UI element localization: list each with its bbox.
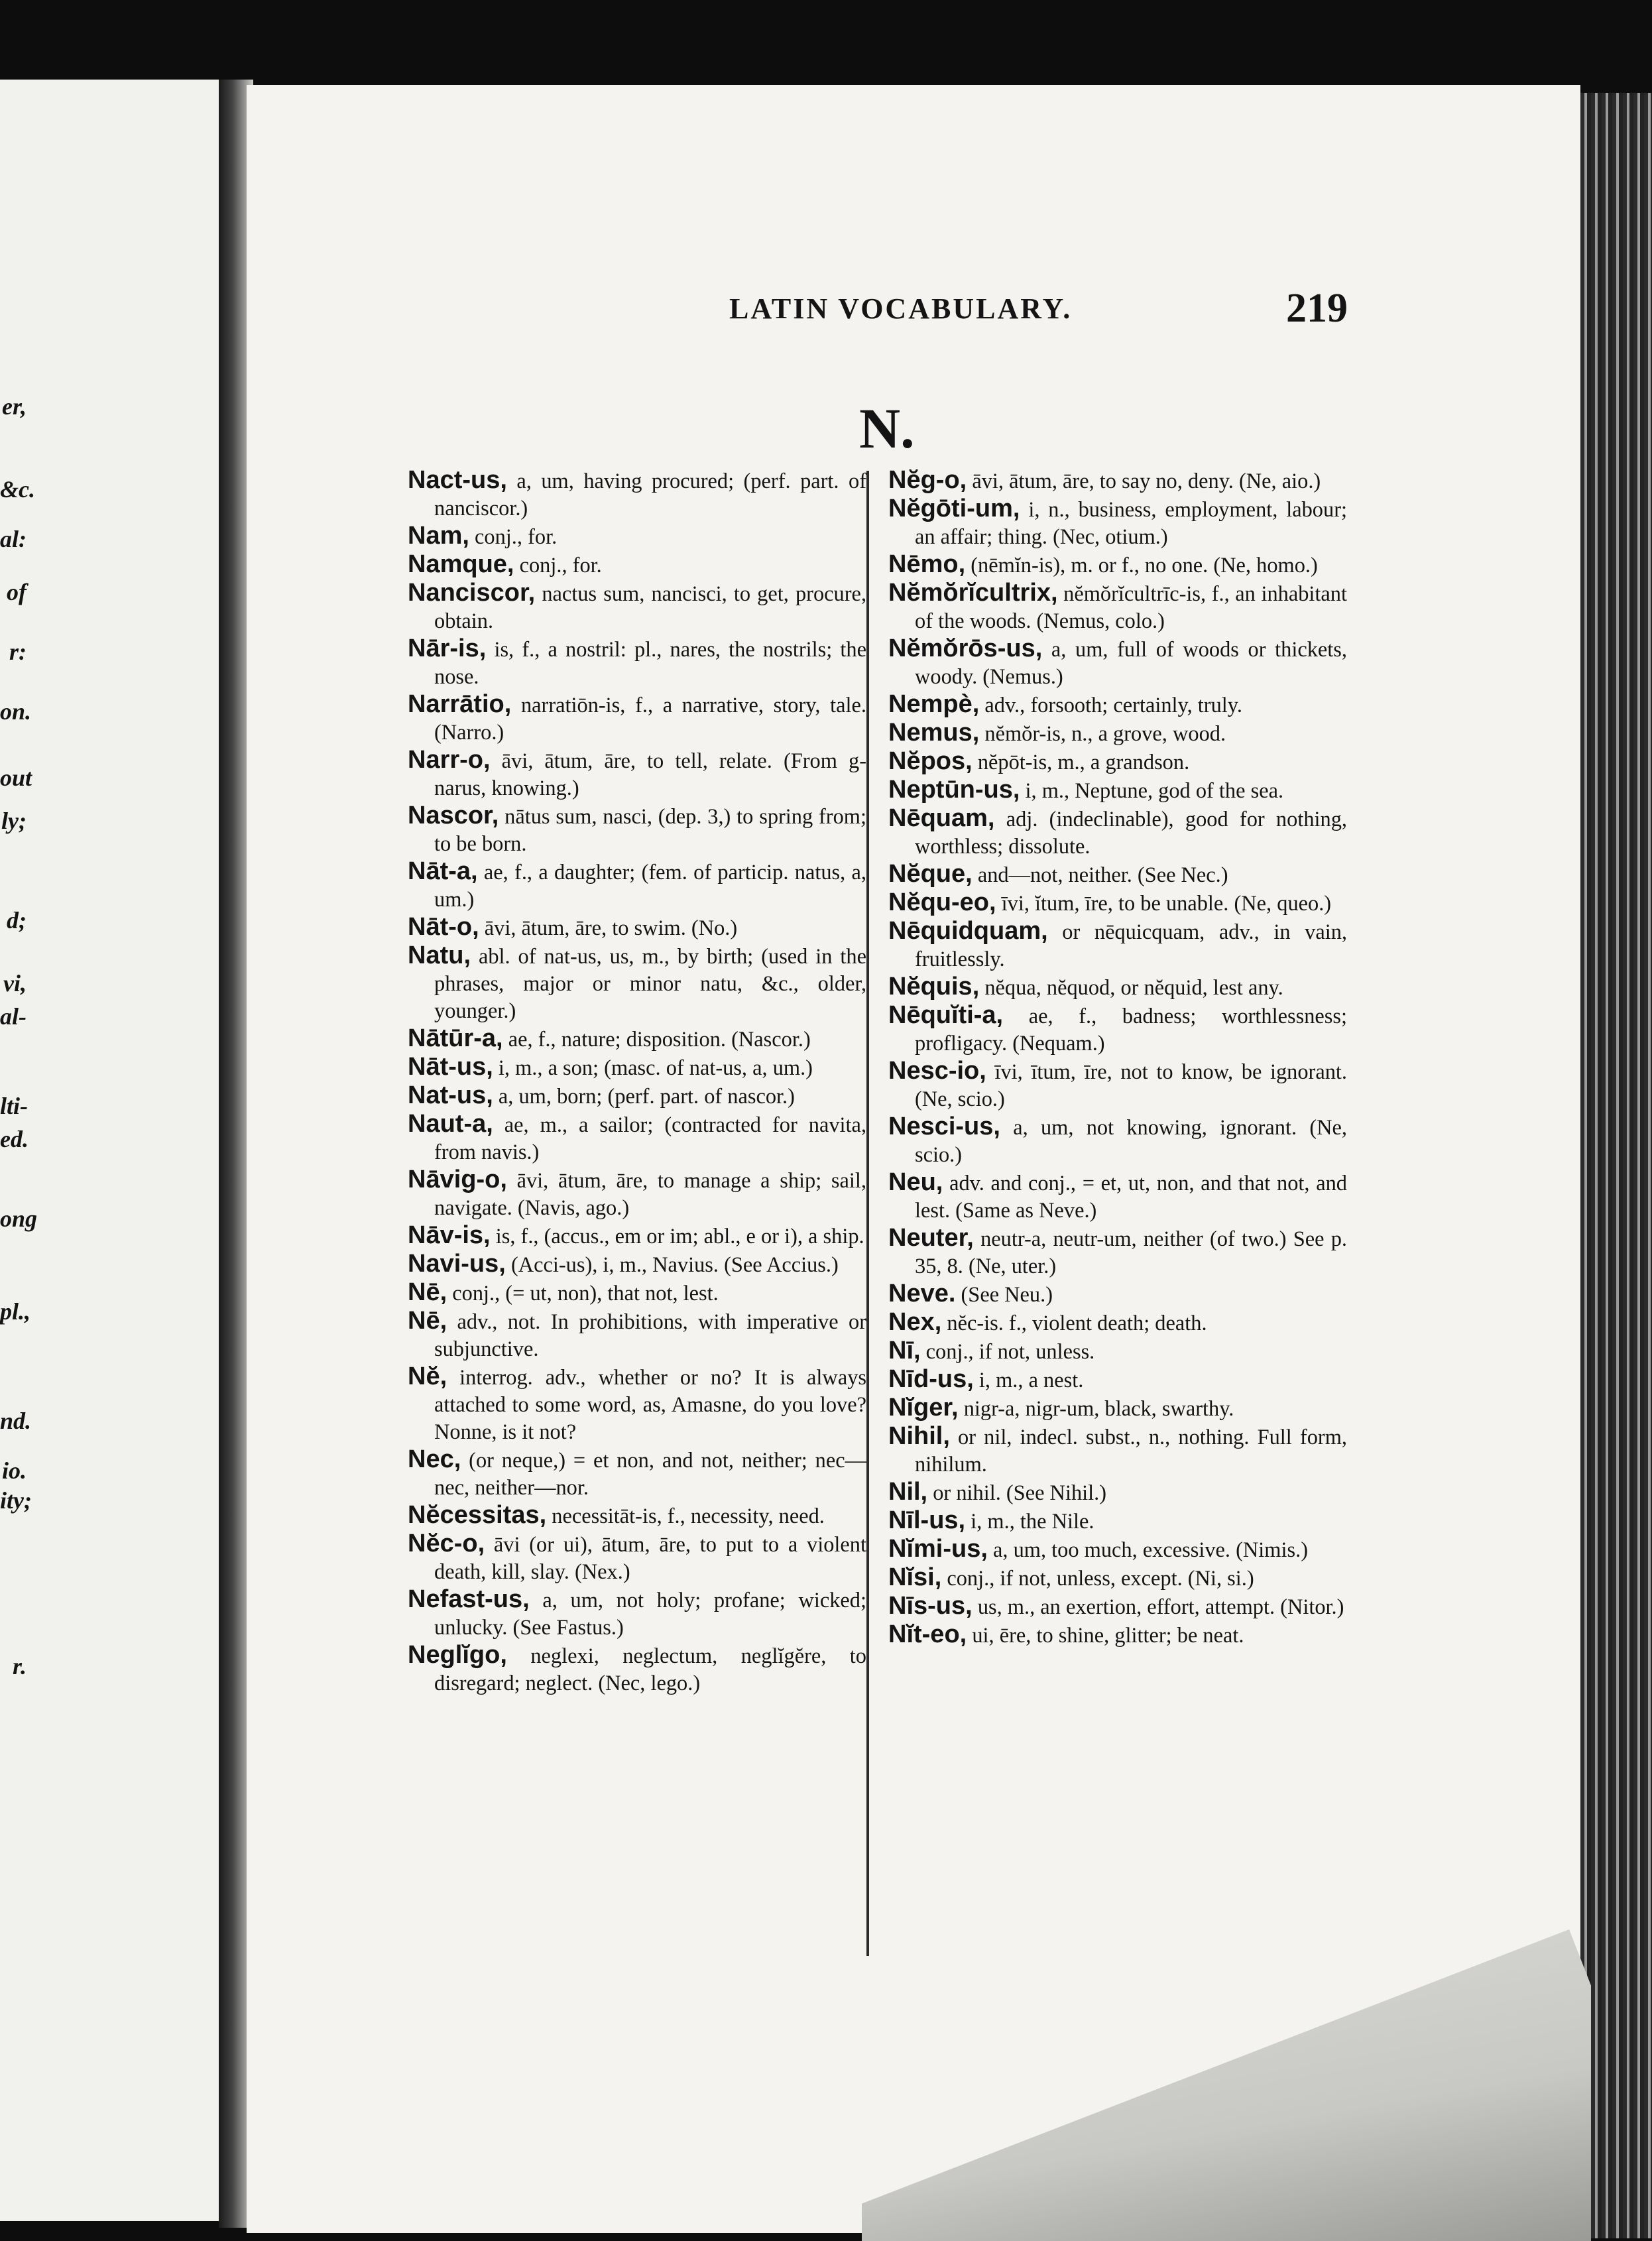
facing-page-fragment: al: [0,526,27,552]
entry-headword: Neglĭgo, [408,1641,507,1669]
entry-headword: Naut-a, [408,1110,493,1138]
entry-headword: Navi-us, [408,1250,506,1278]
entry-headword: Nātūr-a, [408,1024,503,1052]
dictionary-entry [408,551,866,579]
entry-headword: Nĕpos, [888,747,973,775]
entry-definition: a, um, having procured; (perf. part. of nanciscor.) [434,469,866,520]
entry-headword: Neptūn-us, [888,776,1020,804]
entry-definition: a, um, not holy; profane; wicked; unlucky. (See Fastus.) [434,1589,866,1640]
dictionary-entry [888,889,1347,918]
entry-definition: narratiōn-is, f., a narrative, story, tale. (Narro.) [434,694,866,745]
entry-headword: Nihil, [888,1422,950,1450]
dictionary-entry [408,691,866,747]
entry-headword: Nact-us, [408,466,507,494]
entry-headword: Nemus, [888,719,980,747]
dictionary-entry [888,1423,1347,1479]
dictionary-entry [888,691,1347,719]
dictionary-entry [408,1530,866,1586]
entry-definition: or nēquicquam, adv., in vain, fruitlessly. [915,920,1347,971]
entry-definition: conj., if not, unless. [925,1340,1095,1364]
entry-definition: i, m., Neptune, god of the sea. [1025,779,1284,803]
dictionary-entry [888,495,1347,551]
entry-definition: īvi, ītum, īre, not to know, be ignorant. (Ne, scio.) [915,1060,1347,1111]
entry-definition: or nihil. (See Nihil.) [933,1481,1107,1505]
facing-page-fragment: pl., [0,1298,31,1325]
entry-definition: āvi, ātum, āre, to swim. (No.) [484,916,738,940]
entry-headword: Nēmo, [888,550,966,578]
dictionary-entry [408,802,866,858]
dictionary-entry [408,747,866,802]
entry-definition: āvi, ātum, āre, to tell, relate. (From g-narus, knowing.) [434,749,866,800]
facing-page-fragment: r: [9,638,27,665]
dictionary-entry [888,1507,1347,1536]
entry-definition: i, n., business, employment, labour; an affair; thing. (Nec, otium.) [915,498,1347,549]
entry-headword: Nēquidquam, [888,917,1048,945]
dictionary-entry [408,1279,866,1307]
column-divider [866,471,869,1956]
entry-definition: necessitāt-is, f., necessity, need. [552,1504,825,1528]
entry-headword: Narr-o, [408,746,491,774]
entry-headword: Nefast-us, [408,1585,530,1613]
entry-definition: nātus sum, nasci, (dep. 3,) to spring from; to be born. [434,805,866,856]
entry-headword: Nēquĭti-a, [888,1001,1004,1029]
facing-page-fragment: &c. [0,476,35,503]
entry-headword: Nĭmi-us, [888,1535,988,1563]
entry-definition: interrog. adv., whether or no? It is always attached to some word, as, Amasne, do you love? Nonne, is it not? [434,1366,866,1444]
facing-page-fragment: ong [0,1205,38,1232]
entry-headword: Nāt-us, [408,1053,493,1081]
dictionary-entry [888,1593,1347,1621]
dictionary-entry [888,1564,1347,1593]
entry-definition: nĕmŏrĭcultrīc-is, f., an inhabitant of the woods. (Nemus, colo.) [915,582,1347,633]
entry-headword: Nĕc-o, [408,1530,485,1557]
dictionary-entry [408,1446,866,1502]
entry-headword: Nār-is, [408,635,487,662]
entry-definition: nĕmŏr-is, n., a grove, wood. [984,722,1226,746]
dictionary-entry [408,1025,866,1054]
dictionary-entry [408,1363,866,1446]
entry-headword: Namque, [408,550,514,578]
page-stack-edge [1580,93,1652,2238]
entry-definition: nactus sum, nancisci, to get, procure, obtain. [434,582,866,633]
dictionary-entry [408,1166,866,1222]
dictionary-entry [888,1337,1347,1366]
dictionary-entry [408,635,866,691]
entry-headword: Narrātio, [408,690,512,718]
entry-headword: Nāt-a, [408,857,478,885]
dictionary-entry [408,467,866,522]
entry-headword: Nesc-io, [888,1057,986,1085]
entry-headword: Nascor, [408,802,499,829]
left-column [408,467,866,1697]
dictionary-entry [408,1111,866,1166]
dictionary-entry [408,1586,866,1642]
entry-headword: Nĕgōti-um, [888,495,1020,522]
entry-definition: ae, f., badness; worthlessness; profligacy. (Nequam.) [915,1004,1347,1056]
entry-headword: Natu, [408,941,471,969]
dictionary-entry [408,942,866,1025]
entry-headword: Nanciscor, [408,579,536,607]
facing-page-fragment: ity; [0,1487,32,1514]
dictionary-entry [888,973,1347,1002]
entry-definition: āvi, ātum, āre, to manage a ship; sail, navigate. (Navis, ago.) [434,1169,866,1220]
entry-headword: Neve. [888,1280,956,1307]
facing-page-fragment: on. [0,698,32,725]
dictionary-entry [888,1366,1347,1394]
entry-definition: is, f., (accus., em or im; abl., e or i), a ship. [495,1225,864,1248]
facing-page-fragment: al- [0,1003,27,1030]
dictionary-entry [888,1536,1347,1564]
entry-headword: Nĕg-o, [888,466,967,494]
entry-definition: i, m., a nest. [978,1368,1084,1392]
entry-definition: adv., not. In prohibitions, with imperative or subjunctive. [434,1310,866,1361]
dictionary-entry [888,805,1347,861]
entry-definition: (or neque,) = et non, and not, neither; nec—nec, neither—nor. [434,1449,866,1500]
dictionary-entry [888,635,1347,691]
dictionary-entry [888,719,1347,748]
entry-definition: conj., (= ut, non), that not, lest. [452,1282,719,1305]
entry-headword: Nesci-us, [888,1113,1000,1140]
entry-definition: nigr-a, nigr-um, black, swarthy. [963,1397,1234,1421]
dictionary-entry [888,748,1347,776]
dictionary-entry [888,861,1347,889]
dictionary-entry [888,551,1347,579]
entry-definition: a, um, born; (perf. part. of nascor.) [498,1085,795,1109]
entry-definition: a, um, not knowing, ignorant. (Ne, scio.) [915,1116,1347,1167]
dictionary-entry [888,579,1347,635]
entry-headword: Nī, [888,1337,921,1364]
entry-definition: i, m., the Nile. [971,1510,1094,1534]
previous-page-edge [0,80,229,2221]
entry-definition: (See Neu.) [961,1283,1053,1307]
entry-headword: Neuter, [888,1224,974,1252]
facing-page-fragment: r. [12,1653,27,1679]
entry-headword: Nĕquis, [888,973,980,1000]
dictionary-entry [408,1502,866,1530]
entry-definition: (nēmĭn-is), m. or f., no one. (Ne, homo.) [971,554,1318,577]
entry-headword: Nē, [408,1307,447,1335]
entry-definition: conj., if not, unless, except. (Ni, si.) [947,1567,1254,1591]
entry-definition: āvi (or ui), ātum, āre, to put to a violent death, kill, slay. (Nex.) [434,1533,866,1584]
entry-definition: ae, f., a daughter; (fem. of particip. natus, a, um.) [434,861,866,912]
entry-definition: adj. (indeclinable), good for nothing, worthless; dissolute. [915,808,1347,859]
dictionary-entry [888,1058,1347,1113]
dictionary-entry [408,1307,866,1363]
right-column [888,467,1347,1650]
entry-definition: (Acci-us), i, m., Navius. (See Accius.) [510,1253,839,1277]
entry-headword: Nīl-us, [888,1506,966,1534]
dictionary-entry [408,1054,866,1082]
entry-headword: Nāt-o, [408,913,479,941]
entry-definition: ae, f., nature; disposition. (Nascor.) [508,1028,811,1052]
entry-definition: nĕc-is. f., violent death; death. [947,1311,1207,1335]
entry-headword: Nĕmŏrōs-us, [888,635,1043,662]
facing-page-fragment: ed. [0,1126,29,1152]
entry-definition: abl. of nat-us, us, m., by birth; (used in the phrases, major or minor natu, &c., older, younger.) [434,945,866,1023]
dictionary-entry [408,1250,866,1279]
entry-definition: or nil, indecl. subst., n., nothing. Full form, nihilum. [915,1425,1347,1477]
entry-definition: a, um, too much, excessive. (Nimis.) [993,1538,1308,1562]
entry-definition: nĕqua, nĕquod, or nĕquid, lest any. [984,976,1283,1000]
entry-definition: is, f., a nostril: pl., nares, the nostrils; the nose. [434,638,866,689]
dictionary-entry [888,1225,1347,1280]
dictionary-entry [888,1394,1347,1423]
dictionary-entry [408,914,866,942]
entry-headword: Nempè, [888,690,980,718]
entry-headword: Nāv-is, [408,1221,491,1249]
dictionary-entry [408,522,866,551]
entry-headword: Nĭt-eo, [888,1620,967,1648]
dictionary-entry [888,467,1347,495]
dictionary-entry [888,1280,1347,1309]
entry-definition: nĕpōt-is, m., a grandson. [977,751,1190,774]
entry-headword: Nĕmŏrĭcultrix, [888,579,1058,607]
dictionary-entry [408,1082,866,1111]
dictionary-entry [888,1113,1347,1169]
facing-page-fragment: vi, [3,970,27,997]
entry-headword: Nīs-us, [888,1592,973,1620]
entry-headword: Nīd-us, [888,1365,974,1393]
entry-definition: i, m., a son; (masc. of nat-us, a, um.) [498,1056,813,1080]
facing-page-fragment: er, [1,393,27,420]
facing-page-fragment: out [0,764,32,791]
dictionary-entry [408,1222,866,1250]
entry-headword: Nāvig-o, [408,1166,507,1193]
facing-page-fragment: nd. [0,1408,32,1434]
dictionary-entry [888,1002,1347,1058]
facing-page-fragment: lti- [0,1093,28,1119]
entry-headword: Nil, [888,1478,928,1506]
entry-definition: a, um, full of woods or thickets, woody. (Nemus.) [915,638,1347,689]
entry-headword: Nĕqu-eo, [888,888,996,916]
entry-headword: Nĕ, [408,1363,447,1390]
dictionary-entry [888,1621,1347,1650]
page-number: 219 [1286,286,1348,331]
entry-definition: īvi, ĭtum, īre, to be unable. (Ne, queo.) [1001,892,1332,916]
entry-definition: adv. and conj., = et, ut, non, and that not, and lest. (Same as Neve.) [915,1172,1347,1223]
entry-definition: conj., for. [519,554,602,577]
entry-definition: ui, ēre, to shine, glitter; be neat. [972,1624,1244,1648]
entry-definition: ae, m., a sailor; (contracted for navita, from navis.) [434,1113,866,1164]
facing-page-fragment: of [7,579,27,605]
entry-headword: Nat-us, [408,1081,493,1109]
entry-headword: Neu, [888,1168,943,1196]
entry-definition: neutr-a, neutr-um, neither (of two.) See p. 35, 8. (Ne, uter.) [915,1227,1347,1278]
entry-definition: neglexi, neglectum, neglĭgĕre, to disregard; neglect. (Nec, lego.) [434,1644,866,1695]
entry-definition: us, m., an exertion, effort, attempt. (Nitor.) [977,1595,1344,1619]
entry-headword: Nec, [408,1445,461,1473]
facing-page-fragment: io. [1,1457,27,1484]
entry-headword: Nĭsi, [888,1563,942,1591]
entry-headword: Nĕque, [888,860,973,888]
entry-headword: Nex, [888,1308,942,1336]
entry-headword: Nĕcessitas, [408,1501,547,1529]
dictionary-entry [888,918,1347,973]
dictionary-entry [888,1479,1347,1507]
entry-headword: Nĭger, [888,1394,959,1422]
entry-headword: Nē, [408,1278,447,1306]
entry-headword: Nēquam, [888,804,995,832]
section-letter: N. [859,396,915,460]
dictionary-entry [408,858,866,914]
entry-definition: conj., for. [475,525,558,549]
dictionary-entry [408,1642,866,1697]
facing-page-fragment: ly; [1,808,27,834]
dictionary-entry [888,776,1347,805]
dictionary-entry [408,579,866,635]
entry-definition: and—not, neither. (See Nec.) [977,863,1228,887]
dictionary-entry [888,1169,1347,1225]
running-head: LATIN VOCABULARY. [729,292,1073,325]
dictionary-entry [888,1309,1347,1337]
facing-page-fragment: d; [7,907,27,934]
entry-definition: adv., forsooth; certainly, truly. [984,694,1242,717]
entry-definition: āvi, ātum, āre, to say no, deny. (Ne, aio.) [972,469,1321,493]
entry-headword: Nam, [408,522,469,550]
